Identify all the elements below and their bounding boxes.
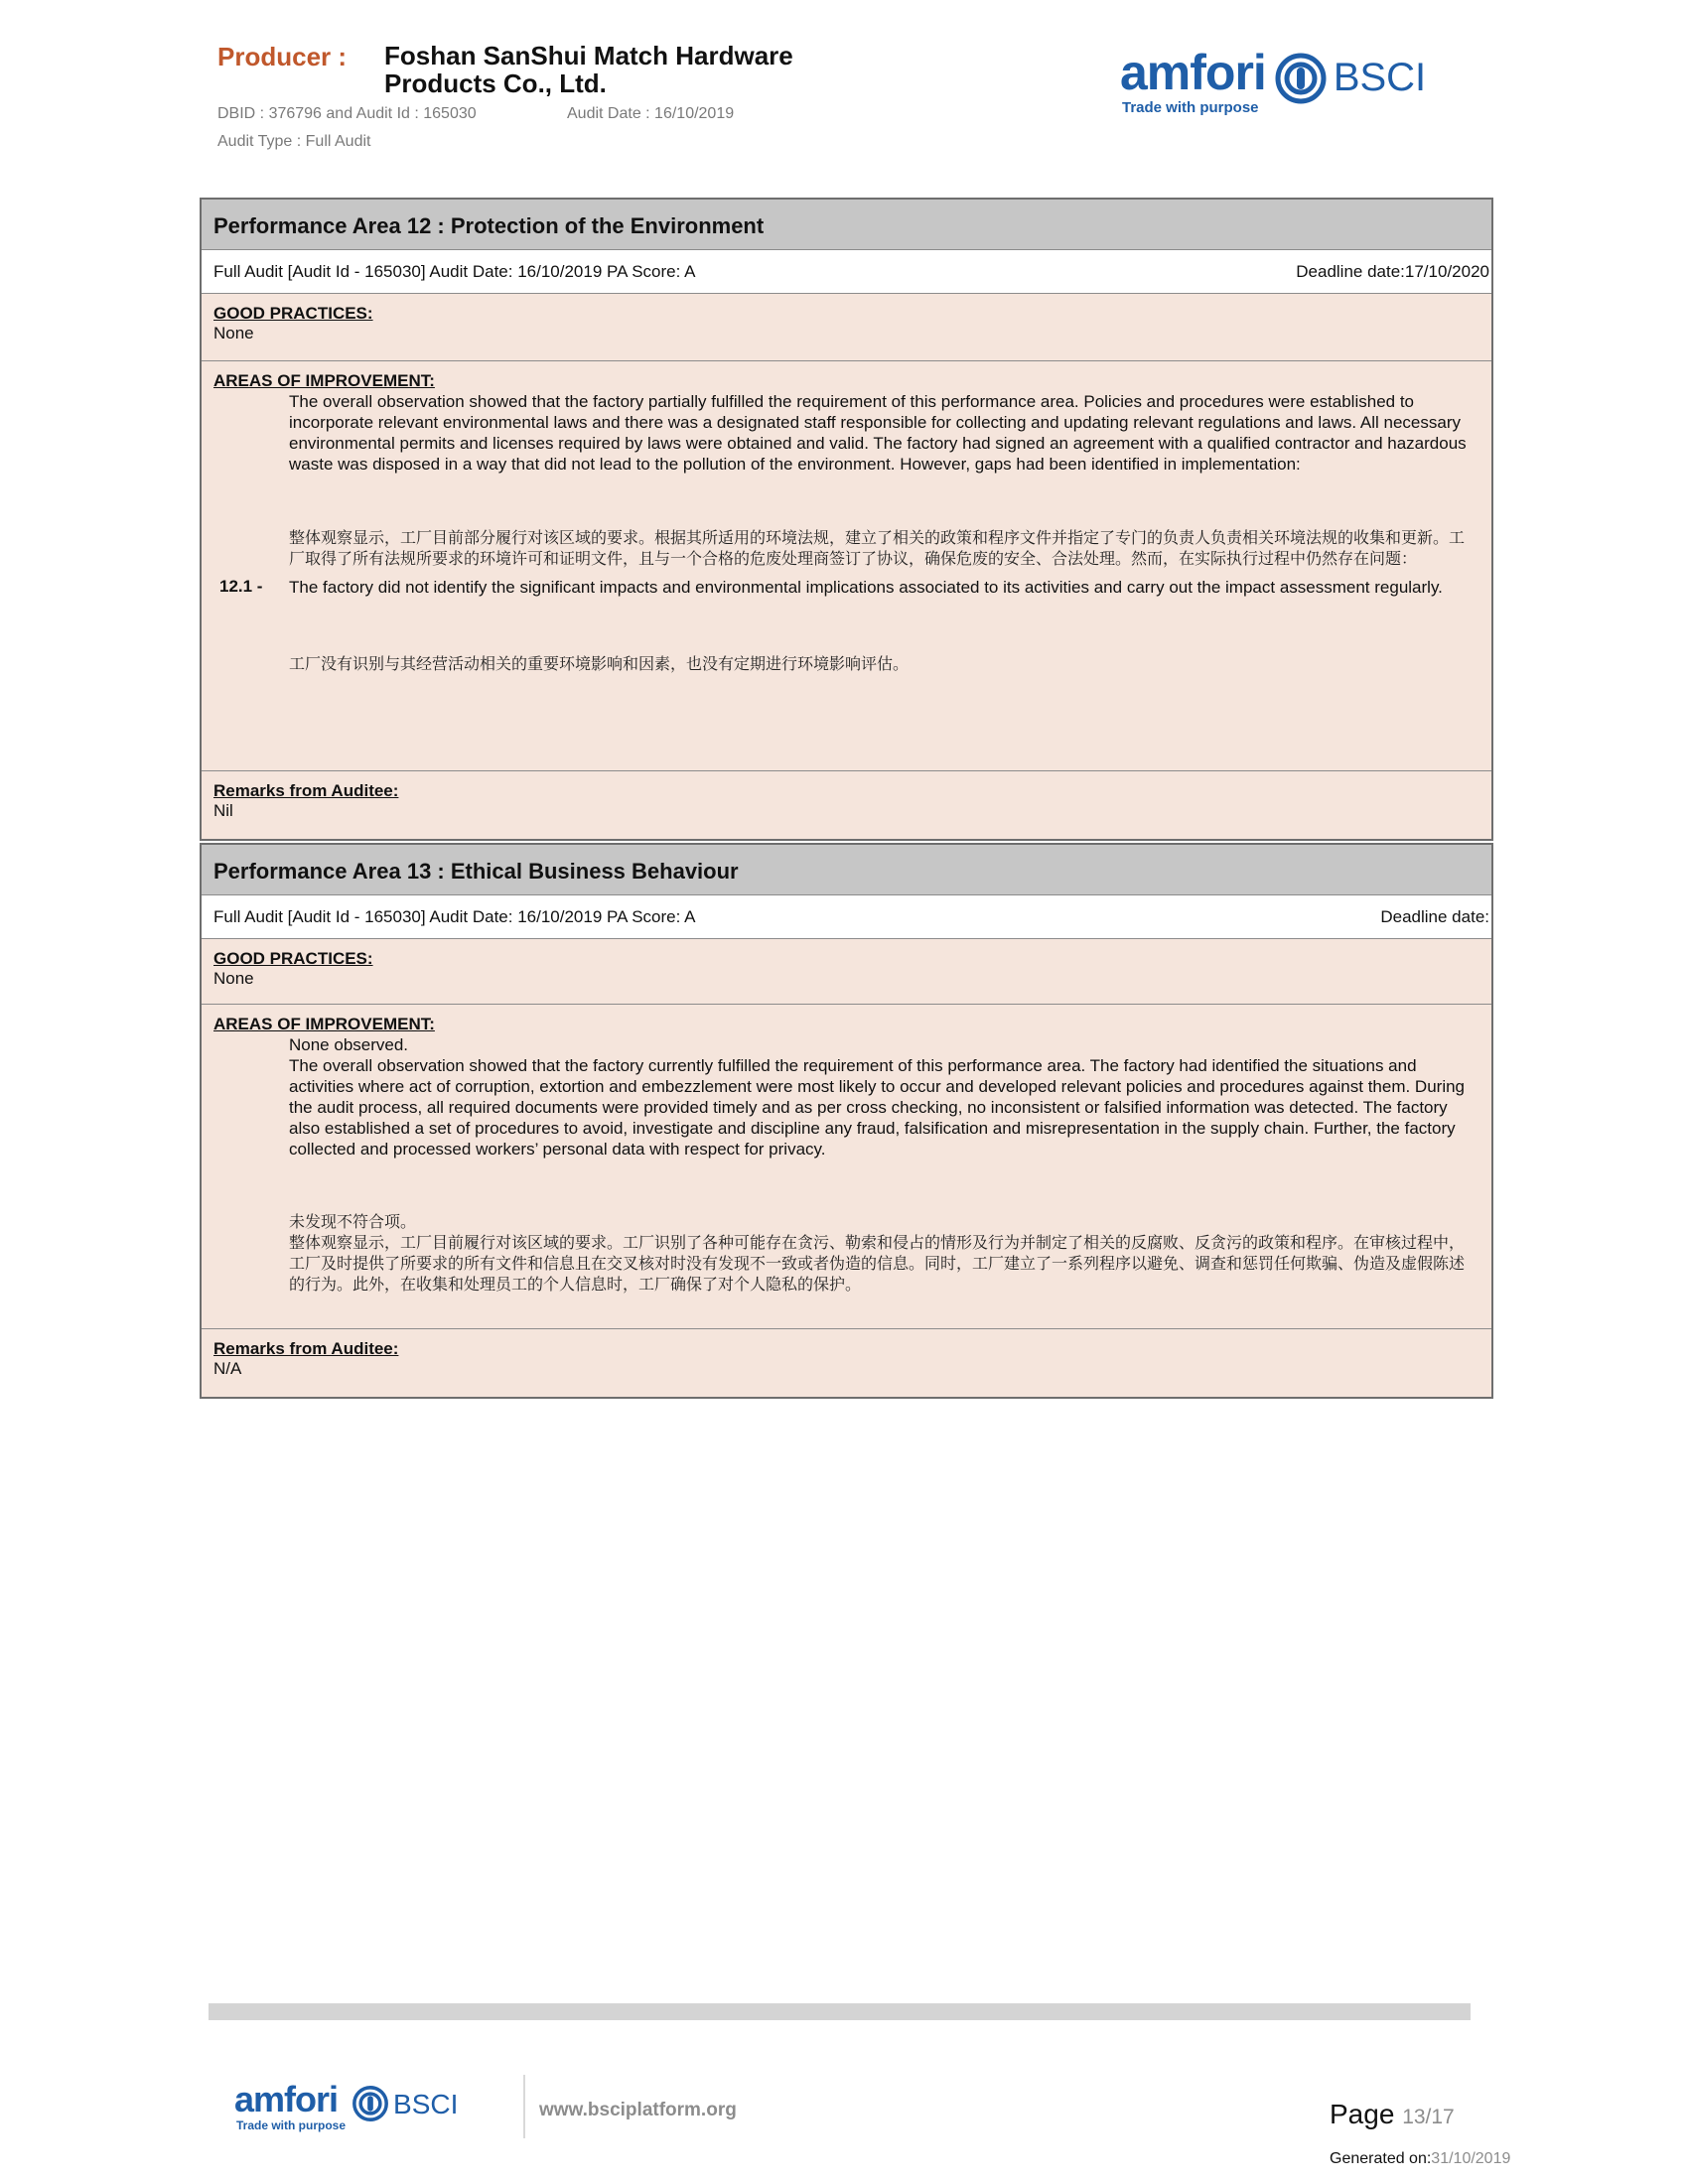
pa13-remarks-value: N/A xyxy=(213,1359,242,1378)
amfori-bsci-logo xyxy=(1120,45,1427,116)
dbid-audit-id: DBID : 376796 and Audit Id : 165030 xyxy=(217,105,477,122)
pa13-good-practices-value: None xyxy=(213,969,254,988)
footer-logo-bsci-text: BSCI xyxy=(393,2089,459,2119)
footer-logo-tagline: Trade with purpose xyxy=(236,2118,347,2132)
pa13-good-practices-heading: GOOD PRACTICES: xyxy=(213,949,373,968)
pa12-remarks-heading: Remarks from Auditee: xyxy=(213,781,399,800)
pa13-areas-en: The overall observation showed that the factory currently fulfilled the requirement of this performance area. The factory had identified the situations and activities where act of corruption, extortion and embezzlement were most likely to occur and developed relevant policies and procedures against them. During the audit process, all required documents were provided timely and as per cross checking, no inconsistent or falsified information was detected. The factory also established a set of procedures to avoid, investigate and discipline any fraud, falsification and misrepresentation in the supply chain. Further, the factory collected and processed workers’ personal data with respect for privacy. xyxy=(289,1056,1466,1159)
amfori-ring-icon xyxy=(1274,52,1328,105)
footer-logo-brand: amfori xyxy=(234,2079,339,2119)
footer-url[interactable]: www.bsciplatform.org xyxy=(539,2100,737,2120)
pa12-good-practices-value: None xyxy=(213,324,254,342)
pa12-audit-line xyxy=(202,250,1491,294)
producer-label: Producer : xyxy=(217,42,348,71)
footer-divider-bar xyxy=(209,2003,1471,2020)
pa13-good-practices xyxy=(202,939,1491,1005)
header-audit-date: Audit Date : 16/10/2019 xyxy=(567,105,735,122)
pa13-deadline: Deadline date: xyxy=(1380,907,1489,926)
pa13-remarks xyxy=(202,1329,1491,1397)
generated-on xyxy=(1330,2150,1510,2168)
pa12-good-practices xyxy=(202,294,1491,361)
pa12-audit-info: Full Audit [Audit Id - 165030] Audit Date: 16/10/2019 PA Score: A xyxy=(213,262,696,281)
pa13-audit-info: Full Audit [Audit Id - 165030] Audit Date: 16/10/2019 PA Score: A xyxy=(213,907,696,926)
logo-tagline: Trade with purpose xyxy=(1122,99,1259,116)
pa12-remarks xyxy=(202,771,1491,839)
logo-bsci-text: BSCI xyxy=(1333,56,1427,99)
pa13-none-observed: None observed. xyxy=(289,1035,409,1054)
pa13-section xyxy=(200,843,1493,1399)
pa13-areas-heading: AREAS OF IMPROVEMENT: xyxy=(213,1015,435,1033)
pa12-item-number: 12.1 - xyxy=(219,577,263,596)
pa13-title: Performance Area 13 : Ethical Business Behaviour xyxy=(202,845,1491,895)
pa13-remarks-heading: Remarks from Auditee: xyxy=(213,1339,399,1358)
pa12-remarks-value: Nil xyxy=(213,801,233,820)
pa12-areas-heading: AREAS OF IMPROVEMENT: xyxy=(213,371,435,390)
pa12-item-cn: 工厂没有识别与其经营活动相关的重要环境影响和因素，也没有定期进行环境影响评估。 xyxy=(289,654,910,673)
footer-amfori-bsci-logo xyxy=(234,2079,459,2132)
footer-separator xyxy=(523,2075,525,2138)
pa12-areas-en: The overall observation showed that the factory partially fulfilled the requirement of this performance area. Policies and procedures were established to incorporate relevant environmental laws and there was a designated staff responsible for collecting and updating relevant regulations and laws. All necessary environmental permits and licenses required by laws were obtained and valid. The factory had signed an agreement with a qualified contractor and hazardous waste was disposed in a way that did not lead to the pollution of the environment. However, gaps had been identified in implementation: xyxy=(289,392,1467,474)
pa13-audit-line xyxy=(202,895,1491,939)
pa12-areas-of-improvement xyxy=(202,361,1491,771)
logo-brand: amfori xyxy=(1120,45,1266,100)
pa12-section xyxy=(200,198,1493,841)
pa12-item-12-1 xyxy=(213,577,1479,598)
pa13-areas-of-improvement xyxy=(202,1005,1491,1329)
page-number xyxy=(1330,2099,1455,2130)
pa12-deadline: Deadline date:17/10/2020 xyxy=(1296,262,1489,281)
pa13-areas-cn: 整体观察显示，工厂目前履行对该区域的要求。工厂识别了各种可能存在贪污、勒索和侵占的情形及行为并制定了相关的反腐败、反贪污的政策和程序。在审核过程中，工厂及时提供了所要求的所有文件和信息且在交叉核对时没有发现不一致或者伪造的信息。同时，工厂建立了一系列程序以避免、调查和惩罚任何欺骗、伪造及虚假陈述的行为。此外，在收集和处理员工的个人信息时，工厂确保了对个人隐私的保护。 xyxy=(289,1233,1466,1294)
generated-date: 31/10/2019 xyxy=(1431,2150,1511,2167)
pa12-item-en: The factory did not identify the significant impacts and environmental implications associated to its activities and carry out the impact assessment regularly. xyxy=(289,578,1443,597)
generated-label: Generated on: xyxy=(1330,2150,1432,2167)
pa12-good-practices-heading: GOOD PRACTICES: xyxy=(213,304,373,323)
audit-type: Audit Type : Full Audit xyxy=(217,133,371,150)
footer-amfori-ring-icon xyxy=(352,2085,389,2122)
page-count: 13/17 xyxy=(1402,2106,1455,2128)
pa12-title: Performance Area 12 : Protection of the Environment xyxy=(202,200,1491,250)
producer-name: Foshan SanShui Match Hardware Products Co., Ltd. xyxy=(384,41,793,98)
page-label: Page xyxy=(1330,2099,1395,2129)
pa13-none-observed-cn: 未发现不符合项。 xyxy=(289,1212,417,1231)
pa12-areas-cn: 整体观察显示，工厂目前部分履行对该区域的要求。根据其所适用的环境法规，建立了相关的政策和程序文件并指定了专门的负责人负责相关环境法规的收集和更新。工厂取得了所有法规所要求的环境许可和证明文件，且与一个合格的危废处理商签订了协议，确保危废的安全、合法处理。然而，在实际执行过程中仍然存在问题： xyxy=(289,528,1466,568)
